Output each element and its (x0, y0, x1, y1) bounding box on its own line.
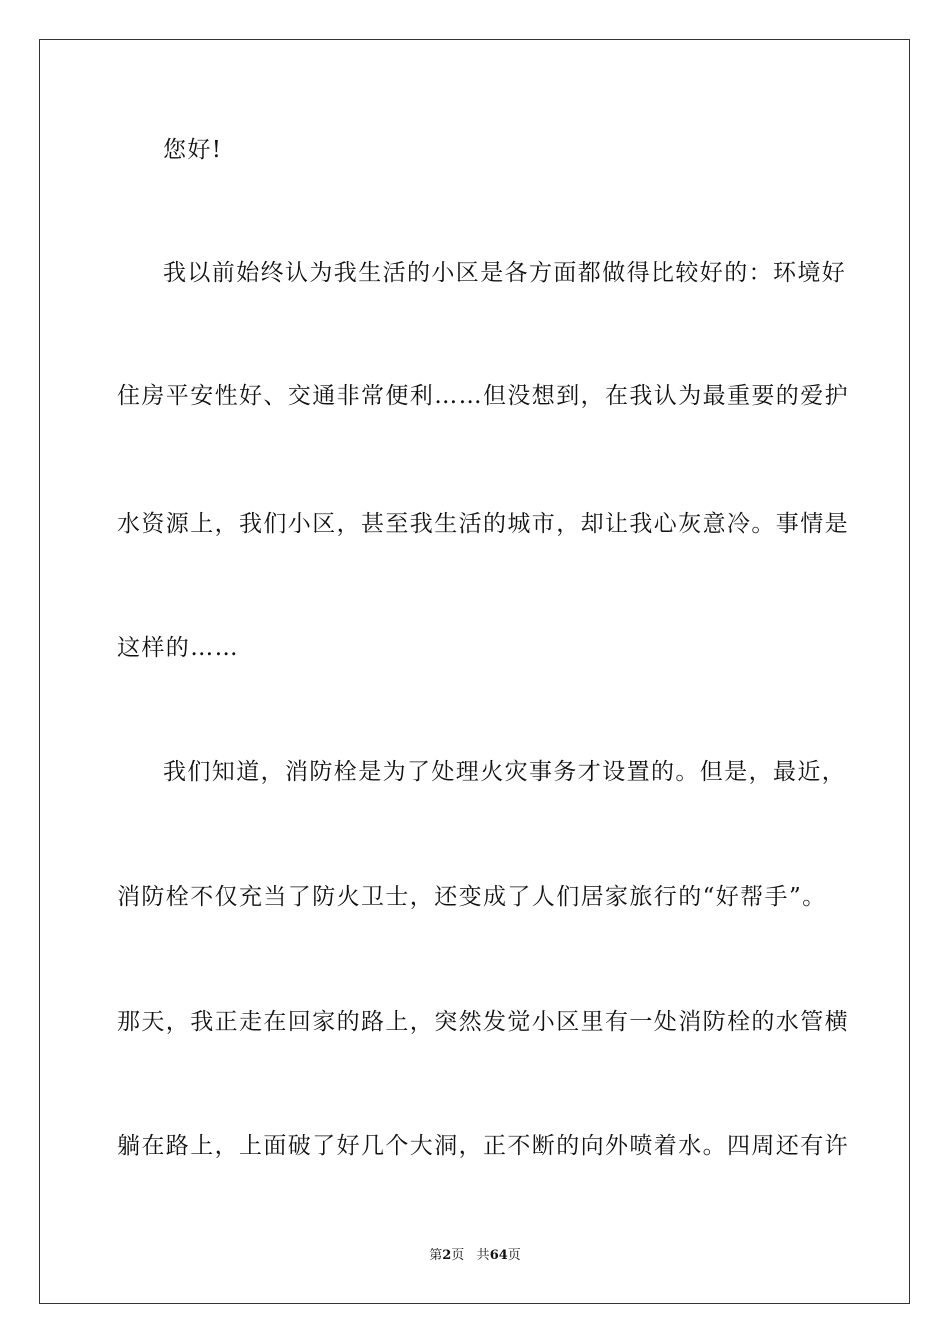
paragraph-line: 住房平安性好、交通非常便利……但没想到，在我认为最重要的爱护 (117, 383, 849, 409)
page-suffix: 页 (451, 1248, 465, 1263)
greeting-line: 您好! (163, 137, 223, 163)
total-suffix: 页 (507, 1248, 521, 1263)
page-number: 2 (442, 1248, 452, 1263)
paragraph-line: 消防栓不仅充当了防火卫士，还变成了人们居家旅行的“好帮手”。 (117, 884, 827, 910)
paragraph-line: 躺在路上，上面破了好几个大洞，正不断的向外喷着水。四周还有许 (117, 1133, 849, 1159)
paragraph-line: 水资源上，我们小区，甚至我生活的城市，却让我心灰意冷。事情是 (117, 511, 849, 537)
page-prefix: 第 (429, 1248, 443, 1263)
paragraph-line: 这样的…… (117, 635, 239, 661)
total-prefix: 共 (476, 1248, 490, 1263)
paragraph-line: 我们知道，消防栓是为了处理火灾事务才设置的。但是，最近， (163, 759, 847, 785)
paragraph-line: 我以前始终认为我生活的小区是各方面都做得比较好的：环境好 (163, 260, 847, 286)
paragraph-line: 那天，我正走在回家的路上，突然发觉小区里有一处消防栓的水管横 (117, 1009, 849, 1035)
page-footer (0, 1248, 950, 1264)
total-pages: 64 (489, 1248, 508, 1263)
